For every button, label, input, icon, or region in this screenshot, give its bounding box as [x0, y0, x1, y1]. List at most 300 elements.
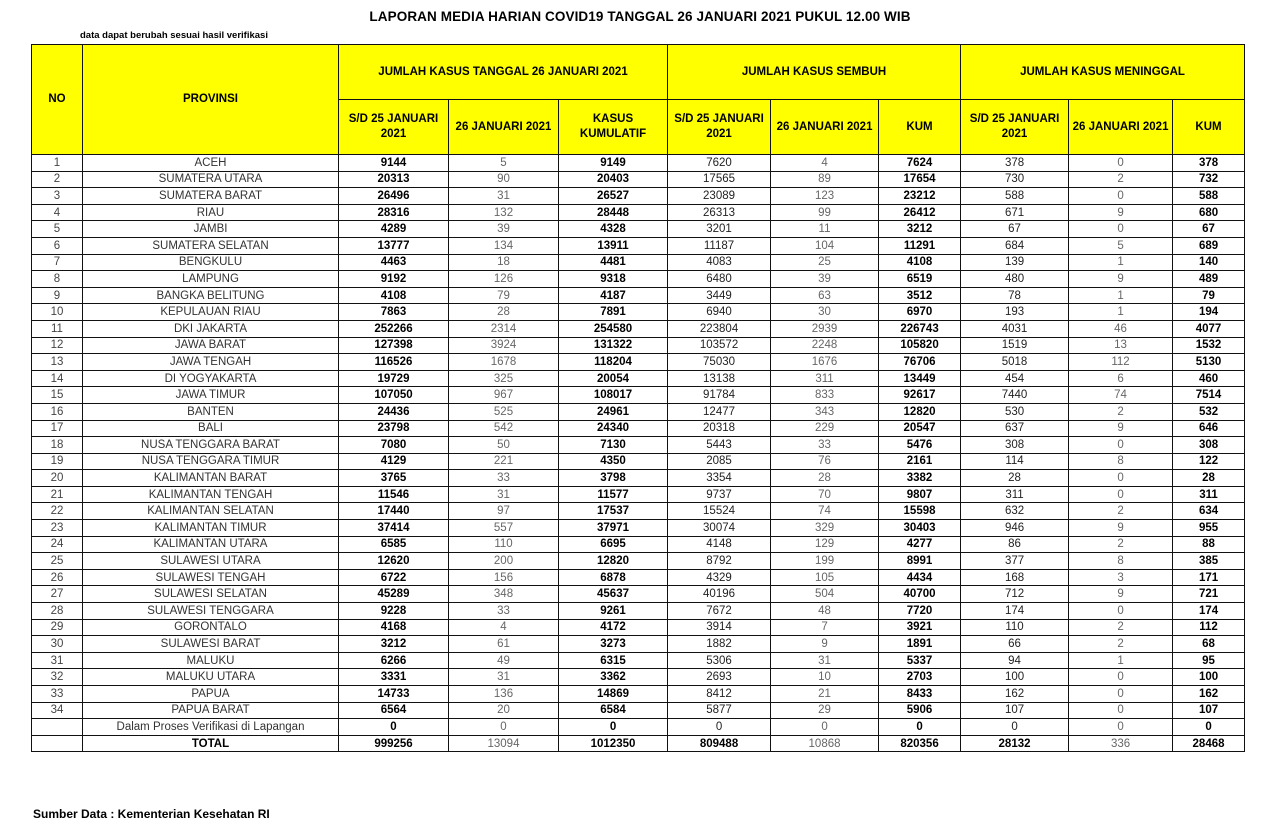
cell-sembuh-26: 104 [771, 237, 879, 254]
cell-meninggal-sd25: 168 [961, 569, 1069, 586]
cell-kasus-kumulatif: 131322 [559, 337, 668, 354]
cell-meninggal-sd25: 588 [961, 188, 1069, 205]
cell-kasus-sd25: 107050 [339, 387, 449, 404]
cell-kasus-26: 136 [449, 686, 559, 703]
table-row [32, 686, 1245, 703]
cell-meninggal-sd25: 7440 [961, 387, 1069, 404]
cell-meninggal-26: 2 [1069, 536, 1173, 553]
cell-meninggal-sd25: 94 [961, 652, 1069, 669]
row-number: 31 [32, 652, 83, 669]
cell-sembuh-sd25: 809488 [668, 735, 771, 752]
cell-kasus-kumulatif: 9318 [559, 271, 668, 288]
cell-sembuh-kum: 12820 [879, 403, 961, 420]
cell-meninggal-26: 1 [1069, 254, 1173, 271]
cell-meninggal-kum: 5130 [1173, 354, 1245, 371]
cell-sembuh-kum: 6970 [879, 304, 961, 321]
province-name: SULAWESI UTARA [83, 553, 339, 570]
cell-meninggal-kum: 1532 [1173, 337, 1245, 354]
cell-kasus-kumulatif: 37971 [559, 520, 668, 537]
cell-kasus-kumulatif: 4172 [559, 619, 668, 636]
total-row [32, 735, 1245, 752]
cell-kasus-26: 967 [449, 387, 559, 404]
cell-sembuh-kum: 5476 [879, 437, 961, 454]
table-row [32, 387, 1245, 404]
cell-sembuh-26: 129 [771, 536, 879, 553]
cell-sembuh-26: 33 [771, 437, 879, 454]
cell-kasus-kumulatif: 24340 [559, 420, 668, 437]
cell-sembuh-26: 74 [771, 503, 879, 520]
header-kasus-sd25: S/D 25 JANUARI 2021 [339, 100, 449, 155]
cell-meninggal-sd25: 712 [961, 586, 1069, 603]
cell-meninggal-kum: 385 [1173, 553, 1245, 570]
cell-kasus-26: 39 [449, 221, 559, 238]
table-row [32, 320, 1245, 337]
cell-sembuh-26: 30 [771, 304, 879, 321]
row-number: 1 [32, 155, 83, 172]
cell-kasus-kumulatif: 17537 [559, 503, 668, 520]
cell-sembuh-sd25: 0 [668, 719, 771, 736]
cell-kasus-sd25: 7080 [339, 437, 449, 454]
table-row [32, 619, 1245, 636]
province-name: SULAWESI TENGAH [83, 569, 339, 586]
cell-meninggal-26: 0 [1069, 686, 1173, 703]
province-name: JAMBI [83, 221, 339, 238]
province-name: BANGKA BELITUNG [83, 287, 339, 304]
cell-kasus-sd25: 6585 [339, 536, 449, 553]
cell-sembuh-kum: 3921 [879, 619, 961, 636]
cell-meninggal-kum: 489 [1173, 271, 1245, 288]
cell-kasus-sd25: 45289 [339, 586, 449, 603]
cell-meninggal-sd25: 78 [961, 287, 1069, 304]
cell-meninggal-sd25: 67 [961, 221, 1069, 238]
cell-sembuh-26: 229 [771, 420, 879, 437]
cell-kasus-26: 20 [449, 702, 559, 719]
cell-kasus-kumulatif: 9261 [559, 603, 668, 620]
cell-sembuh-sd25: 5443 [668, 437, 771, 454]
cell-kasus-sd25: 24436 [339, 403, 449, 420]
cell-sembuh-26: 1676 [771, 354, 879, 371]
cell-sembuh-sd25: 4329 [668, 569, 771, 586]
cell-meninggal-kum: 171 [1173, 569, 1245, 586]
table-row [32, 403, 1245, 420]
table-row [32, 171, 1245, 188]
row-number: 23 [32, 520, 83, 537]
row-number: 17 [32, 420, 83, 437]
cell-sembuh-sd25: 3201 [668, 221, 771, 238]
row-number: 4 [32, 204, 83, 221]
table-row [32, 354, 1245, 371]
cell-sembuh-sd25: 3914 [668, 619, 771, 636]
cell-sembuh-26: 833 [771, 387, 879, 404]
province-name: SUMATERA BARAT [83, 188, 339, 205]
cell-kasus-kumulatif: 7130 [559, 437, 668, 454]
cell-meninggal-kum: 28468 [1173, 735, 1245, 752]
cell-kasus-kumulatif: 4187 [559, 287, 668, 304]
cell-meninggal-26: 2 [1069, 503, 1173, 520]
cell-sembuh-kum: 26412 [879, 204, 961, 221]
report-title: LAPORAN MEDIA HARIAN COVID19 TANGGAL 26 JANUARI 2021 PUKUL 12.00 WIB [369, 9, 911, 24]
cell-kasus-kumulatif: 3273 [559, 636, 668, 653]
cell-kasus-kumulatif: 45637 [559, 586, 668, 603]
cell-kasus-sd25: 127398 [339, 337, 449, 354]
cell-sembuh-kum: 9807 [879, 486, 961, 503]
row-number: 19 [32, 453, 83, 470]
cell-meninggal-sd25: 66 [961, 636, 1069, 653]
cell-kasus-26: 110 [449, 536, 559, 553]
cell-kasus-26: 31 [449, 669, 559, 686]
row-number: 11 [32, 320, 83, 337]
cell-sembuh-26: 123 [771, 188, 879, 205]
header-kasus-26: 26 JANUARI 2021 [449, 100, 559, 155]
row-number: 27 [32, 586, 83, 603]
table-row [32, 569, 1245, 586]
cell-kasus-26: 3924 [449, 337, 559, 354]
province-name: PAPUA BARAT [83, 702, 339, 719]
cell-kasus-sd25: 17440 [339, 503, 449, 520]
cell-kasus-26: 1678 [449, 354, 559, 371]
cell-sembuh-26: 99 [771, 204, 879, 221]
cell-meninggal-26: 6 [1069, 370, 1173, 387]
header-no: NO [32, 45, 83, 155]
cell-kasus-26: 0 [449, 719, 559, 736]
cell-meninggal-26: 9 [1069, 420, 1173, 437]
cell-meninggal-26: 0 [1069, 470, 1173, 487]
cell-sembuh-kum: 226743 [879, 320, 961, 337]
cell-kasus-kumulatif: 7891 [559, 304, 668, 321]
cell-sembuh-sd25: 4083 [668, 254, 771, 271]
cell-meninggal-kum: 67 [1173, 221, 1245, 238]
cell-kasus-sd25: 3212 [339, 636, 449, 653]
cell-kasus-kumulatif: 118204 [559, 354, 668, 371]
cell-kasus-sd25: 6564 [339, 702, 449, 719]
cell-sembuh-kum: 7624 [879, 155, 961, 172]
cell-meninggal-kum: 95 [1173, 652, 1245, 669]
cell-meninggal-sd25: 0 [961, 719, 1069, 736]
cell-meninggal-26: 0 [1069, 221, 1173, 238]
cell-sembuh-kum: 5906 [879, 702, 961, 719]
header-sembuh-kum: KUM [879, 100, 961, 155]
cell-kasus-kumulatif: 6695 [559, 536, 668, 553]
cell-kasus-kumulatif: 3798 [559, 470, 668, 487]
cell-sembuh-26: 2939 [771, 320, 879, 337]
cell-kasus-kumulatif: 254580 [559, 320, 668, 337]
row-number: 22 [32, 503, 83, 520]
cell-kasus-kumulatif: 20054 [559, 370, 668, 387]
cell-kasus-kumulatif: 9149 [559, 155, 668, 172]
cell-sembuh-sd25: 223804 [668, 320, 771, 337]
cell-kasus-sd25: 13777 [339, 237, 449, 254]
cell-meninggal-sd25: 114 [961, 453, 1069, 470]
cell-meninggal-26: 5 [1069, 237, 1173, 254]
cell-meninggal-sd25: 4031 [961, 320, 1069, 337]
cell-meninggal-kum: 174 [1173, 603, 1245, 620]
header-group-sembuh: JUMLAH KASUS SEMBUH [668, 45, 961, 100]
cell-kasus-sd25: 252266 [339, 320, 449, 337]
cell-kasus-26: 97 [449, 503, 559, 520]
cell-kasus-sd25: 14733 [339, 686, 449, 703]
province-name: TOTAL [83, 735, 339, 752]
cell-sembuh-kum: 1891 [879, 636, 961, 653]
province-name: RIAU [83, 204, 339, 221]
row-number: 20 [32, 470, 83, 487]
table-row [32, 520, 1245, 537]
cell-meninggal-sd25: 139 [961, 254, 1069, 271]
cell-sembuh-sd25: 23089 [668, 188, 771, 205]
cell-meninggal-26: 9 [1069, 520, 1173, 537]
cell-kasus-sd25: 6722 [339, 569, 449, 586]
cell-sembuh-26: 76 [771, 453, 879, 470]
province-name: KALIMANTAN UTARA [83, 536, 339, 553]
cell-sembuh-sd25: 5877 [668, 702, 771, 719]
cell-kasus-kumulatif: 6878 [559, 569, 668, 586]
province-name: NUSA TENGGARA BARAT [83, 437, 339, 454]
row-number [32, 719, 83, 736]
province-name: BENGKULU [83, 254, 339, 271]
cell-kasus-sd25: 6266 [339, 652, 449, 669]
cell-meninggal-sd25: 308 [961, 437, 1069, 454]
cell-kasus-26: 90 [449, 171, 559, 188]
header-sembuh-26: 26 JANUARI 2021 [771, 100, 879, 155]
covid-report-table [31, 44, 1245, 752]
cell-meninggal-kum: 308 [1173, 437, 1245, 454]
province-name: SULAWESI SELATAN [83, 586, 339, 603]
row-number: 15 [32, 387, 83, 404]
row-number: 25 [32, 553, 83, 570]
cell-kasus-26: 542 [449, 420, 559, 437]
cell-kasus-sd25: 3765 [339, 470, 449, 487]
cell-meninggal-sd25: 378 [961, 155, 1069, 172]
cell-meninggal-kum: 122 [1173, 453, 1245, 470]
cell-kasus-26: 61 [449, 636, 559, 653]
table-row [32, 271, 1245, 288]
cell-sembuh-kum: 5337 [879, 652, 961, 669]
cell-sembuh-kum: 15598 [879, 503, 961, 520]
cell-kasus-kumulatif: 1012350 [559, 735, 668, 752]
cell-sembuh-26: 2248 [771, 337, 879, 354]
cell-meninggal-26: 1 [1069, 304, 1173, 321]
table-row [32, 188, 1245, 205]
cell-sembuh-26: 10868 [771, 735, 879, 752]
cell-sembuh-sd25: 1882 [668, 636, 771, 653]
cell-kasus-kumulatif: 12820 [559, 553, 668, 570]
cell-meninggal-26: 1 [1069, 287, 1173, 304]
cell-sembuh-sd25: 5306 [668, 652, 771, 669]
cell-sembuh-26: 343 [771, 403, 879, 420]
cell-sembuh-26: 21 [771, 686, 879, 703]
cell-meninggal-sd25: 86 [961, 536, 1069, 553]
cell-kasus-26: 49 [449, 652, 559, 669]
row-number: 18 [32, 437, 83, 454]
province-name: KALIMANTAN BARAT [83, 470, 339, 487]
cell-meninggal-sd25: 1519 [961, 337, 1069, 354]
header-meninggal-sd25: S/D 25 JANUARI 2021 [961, 100, 1069, 155]
row-number: 24 [32, 536, 83, 553]
cell-kasus-sd25: 3331 [339, 669, 449, 686]
cell-kasus-sd25: 116526 [339, 354, 449, 371]
table-row [32, 536, 1245, 553]
cell-meninggal-sd25: 28 [961, 470, 1069, 487]
table-row [32, 287, 1245, 304]
province-name: SULAWESI TENGGARA [83, 603, 339, 620]
cell-kasus-kumulatif: 4328 [559, 221, 668, 238]
cell-kasus-kumulatif: 24961 [559, 403, 668, 420]
cell-sembuh-kum: 4277 [879, 536, 961, 553]
cell-kasus-sd25: 11546 [339, 486, 449, 503]
cell-sembuh-kum: 2703 [879, 669, 961, 686]
cell-meninggal-26: 13 [1069, 337, 1173, 354]
table-row [32, 337, 1245, 354]
cell-meninggal-kum: 460 [1173, 370, 1245, 387]
cell-meninggal-26: 9 [1069, 204, 1173, 221]
cell-kasus-kumulatif: 0 [559, 719, 668, 736]
cell-kasus-kumulatif: 11577 [559, 486, 668, 503]
header-provinsi: PROVINSI [83, 45, 339, 155]
province-name: DI YOGYAKARTA [83, 370, 339, 387]
cell-meninggal-sd25: 480 [961, 271, 1069, 288]
cell-meninggal-sd25: 174 [961, 603, 1069, 620]
cell-meninggal-kum: 88 [1173, 536, 1245, 553]
cell-meninggal-26: 2 [1069, 403, 1173, 420]
cell-sembuh-kum: 30403 [879, 520, 961, 537]
row-number: 10 [32, 304, 83, 321]
table-row [32, 669, 1245, 686]
cell-meninggal-kum: 721 [1173, 586, 1245, 603]
cell-sembuh-sd25: 30074 [668, 520, 771, 537]
cell-sembuh-kum: 820356 [879, 735, 961, 752]
cell-sembuh-kum: 3512 [879, 287, 961, 304]
cell-kasus-26: 50 [449, 437, 559, 454]
cell-kasus-sd25: 999256 [339, 735, 449, 752]
cell-kasus-26: 5 [449, 155, 559, 172]
row-number: 13 [32, 354, 83, 371]
cell-sembuh-kum: 2161 [879, 453, 961, 470]
table-row [32, 719, 1245, 736]
cell-sembuh-sd25: 75030 [668, 354, 771, 371]
cell-meninggal-kum: 162 [1173, 686, 1245, 703]
cell-kasus-26: 4 [449, 619, 559, 636]
cell-meninggal-kum: 689 [1173, 237, 1245, 254]
cell-meninggal-26: 2 [1069, 171, 1173, 188]
cell-meninggal-kum: 634 [1173, 503, 1245, 520]
cell-meninggal-26: 8 [1069, 553, 1173, 570]
cell-sembuh-26: 199 [771, 553, 879, 570]
province-name: SUMATERA SELATAN [83, 237, 339, 254]
cell-meninggal-sd25: 193 [961, 304, 1069, 321]
row-number: 8 [32, 271, 83, 288]
cell-kasus-sd25: 9192 [339, 271, 449, 288]
cell-kasus-kumulatif: 4481 [559, 254, 668, 271]
cell-sembuh-kum: 4108 [879, 254, 961, 271]
row-number: 9 [32, 287, 83, 304]
cell-meninggal-26: 0 [1069, 486, 1173, 503]
table-row [32, 420, 1245, 437]
cell-meninggal-26: 1 [1069, 652, 1173, 669]
cell-sembuh-26: 504 [771, 586, 879, 603]
cell-meninggal-sd25: 637 [961, 420, 1069, 437]
cell-kasus-kumulatif: 13911 [559, 237, 668, 254]
header-row-groups [32, 45, 1245, 100]
cell-sembuh-26: 70 [771, 486, 879, 503]
cell-sembuh-26: 7 [771, 619, 879, 636]
cell-kasus-26: 200 [449, 553, 559, 570]
cell-sembuh-sd25: 7620 [668, 155, 771, 172]
cell-sembuh-sd25: 6940 [668, 304, 771, 321]
cell-kasus-26: 31 [449, 188, 559, 205]
table-row [32, 503, 1245, 520]
data-source: Sumber Data : Kementerian Kesehatan RI [33, 807, 270, 821]
cell-sembuh-sd25: 91784 [668, 387, 771, 404]
cell-kasus-kumulatif: 6315 [559, 652, 668, 669]
cell-meninggal-sd25: 100 [961, 669, 1069, 686]
cell-kasus-sd25: 26496 [339, 188, 449, 205]
province-name: PAPUA [83, 686, 339, 703]
row-number: 29 [32, 619, 83, 636]
cell-sembuh-26: 39 [771, 271, 879, 288]
row-number: 26 [32, 569, 83, 586]
cell-sembuh-sd25: 2693 [668, 669, 771, 686]
table-row [32, 237, 1245, 254]
cell-sembuh-kum: 23212 [879, 188, 961, 205]
table-row [32, 603, 1245, 620]
cell-meninggal-kum: 79 [1173, 287, 1245, 304]
row-number: 21 [32, 486, 83, 503]
cell-meninggal-26: 3 [1069, 569, 1173, 586]
cell-sembuh-26: 10 [771, 669, 879, 686]
row-number: 6 [32, 237, 83, 254]
province-name: KEPULAUAN RIAU [83, 304, 339, 321]
cell-meninggal-kum: 311 [1173, 486, 1245, 503]
row-number: 32 [32, 669, 83, 686]
cell-kasus-26: 28 [449, 304, 559, 321]
table-row [32, 586, 1245, 603]
cell-meninggal-sd25: 530 [961, 403, 1069, 420]
header-group-meninggal: JUMLAH KASUS MENINGGAL [961, 45, 1245, 100]
province-name: KALIMANTAN TIMUR [83, 520, 339, 537]
cell-sembuh-26: 4 [771, 155, 879, 172]
cell-sembuh-26: 329 [771, 520, 879, 537]
cell-sembuh-26: 48 [771, 603, 879, 620]
cell-sembuh-26: 9 [771, 636, 879, 653]
province-name: SULAWESI BARAT [83, 636, 339, 653]
row-number: 30 [32, 636, 83, 653]
province-name: Dalam Proses Verifikasi di Lapangan [83, 719, 339, 736]
cell-sembuh-kum: 105820 [879, 337, 961, 354]
cell-kasus-kumulatif: 28448 [559, 204, 668, 221]
cell-meninggal-sd25: 671 [961, 204, 1069, 221]
row-number: 33 [32, 686, 83, 703]
province-name: JAWA TENGAH [83, 354, 339, 371]
cell-sembuh-kum: 0 [879, 719, 961, 736]
cell-meninggal-26: 0 [1069, 603, 1173, 620]
cell-sembuh-sd25: 13138 [668, 370, 771, 387]
cell-kasus-sd25: 4463 [339, 254, 449, 271]
cell-meninggal-sd25: 454 [961, 370, 1069, 387]
cell-sembuh-sd25: 9737 [668, 486, 771, 503]
cell-kasus-26: 134 [449, 237, 559, 254]
cell-sembuh-sd25: 8792 [668, 553, 771, 570]
cell-meninggal-kum: 107 [1173, 702, 1245, 719]
province-name: MALUKU UTARA [83, 669, 339, 686]
cell-kasus-sd25: 9144 [339, 155, 449, 172]
header-kasus-kumulatif: KASUS KUMULATIF [559, 100, 668, 155]
cell-kasus-26: 18 [449, 254, 559, 271]
province-name: JAWA TIMUR [83, 387, 339, 404]
cell-kasus-sd25: 37414 [339, 520, 449, 537]
row-number: 12 [32, 337, 83, 354]
row-number: 28 [32, 603, 83, 620]
cell-meninggal-26: 8 [1069, 453, 1173, 470]
province-name: KALIMANTAN TENGAH [83, 486, 339, 503]
